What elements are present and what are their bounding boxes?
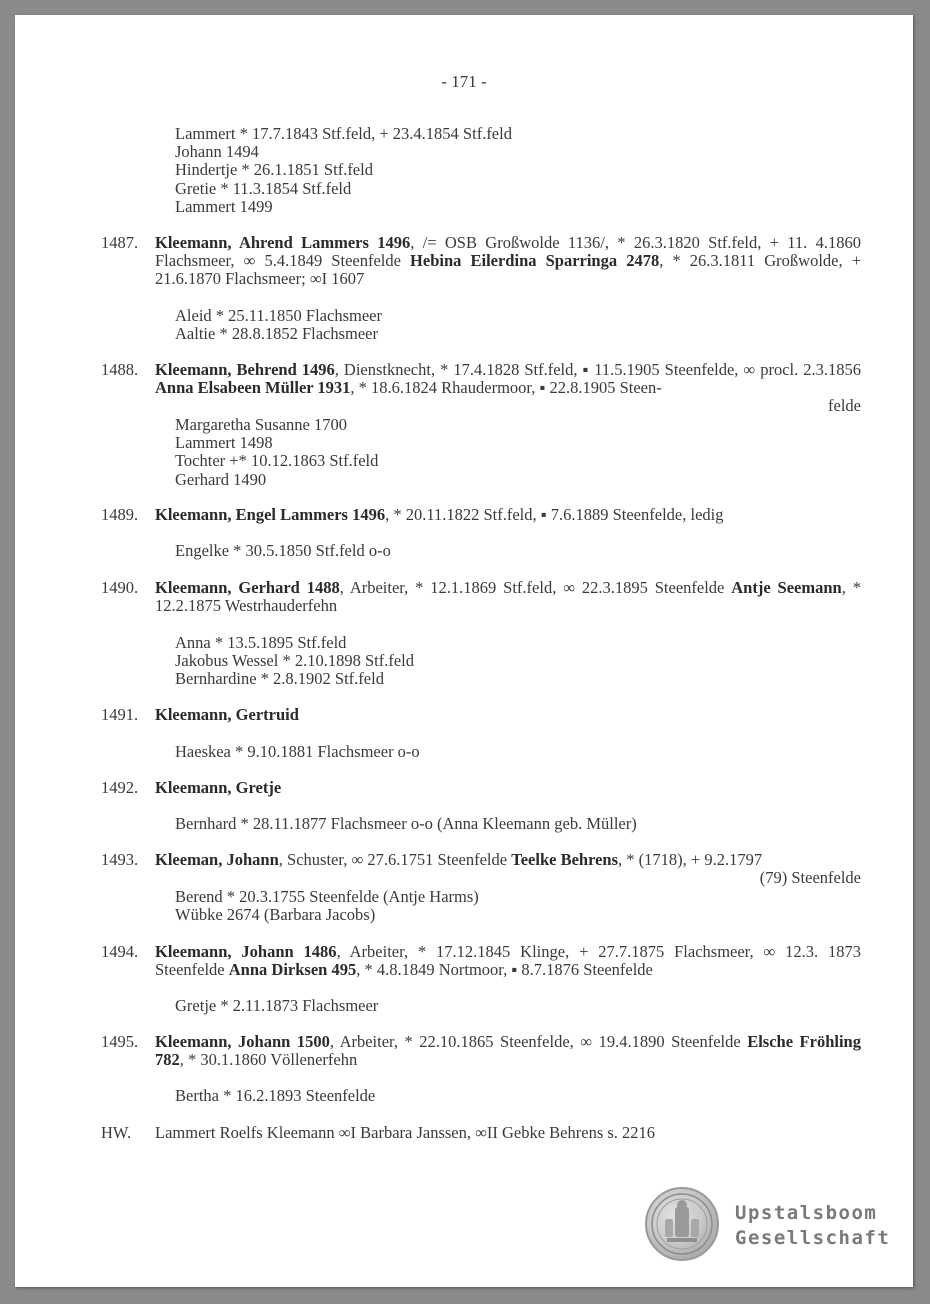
child-entry: Gretie * 11.3.1854 Stf.feld bbox=[175, 178, 352, 198]
entry-number: 1490. bbox=[101, 578, 139, 597]
person-name: Kleemann, Johann 1500 bbox=[155, 1032, 330, 1051]
entry-details: , Arbeiter, * 22.10.1865 Steenfelde, ∞ 19.4.1890 Steenfelde bbox=[329, 1032, 748, 1051]
child-entry: Anna * 13.5.1895 Stf.feld bbox=[175, 633, 347, 652]
child-entry: Tochter +* 10.12.1863 Stf.feld bbox=[175, 451, 379, 471]
children-1491 bbox=[101, 743, 930, 761]
entry-details: , Schuster, ∞ 27.6.1751 Steenfelde bbox=[278, 850, 512, 869]
entry-number: 1488. bbox=[101, 360, 139, 379]
entry-text bbox=[155, 361, 861, 397]
child-entry: Gerhard 1490 bbox=[175, 469, 267, 489]
entry-1490 bbox=[101, 579, 861, 615]
entry-details: , * 20.11.1822 Stf.feld, ▪ 7.6.1889 Steenfelde, ledig bbox=[385, 505, 724, 524]
child-entry: Wübke 2674 (Barbara Jacobs) bbox=[175, 905, 376, 925]
entry-details: , Arbeiter, * 12.1.1869 Stf.feld, ∞ 22.3.1895 Steenfelde bbox=[339, 578, 732, 597]
entry-number: 1492. bbox=[101, 778, 139, 797]
child-entry: Lammert 1498 bbox=[175, 433, 273, 453]
person-name: Kleemann, Ahrend Lammers 1496 bbox=[155, 233, 411, 252]
entry-details: , * 30.1.1860 Völlenerfehn bbox=[179, 1050, 358, 1070]
entry-text bbox=[155, 579, 861, 615]
entry-text: Lammert Roelfs Kleemann ∞I Barbara Janssen, ∞II Gebke Behrens s. 2216 bbox=[155, 1123, 656, 1142]
entry-details: , * 12.2.1875 Westrhauderfehn bbox=[155, 578, 861, 616]
child-entry: Jakobus Wessel * 2.10.1898 Stf.feld bbox=[175, 651, 414, 671]
entry-1491 bbox=[101, 706, 861, 724]
entry-1493 bbox=[101, 851, 861, 887]
society-logo-text bbox=[735, 1201, 890, 1251]
society-seal-icon bbox=[645, 1187, 719, 1261]
continued-children-list bbox=[101, 125, 930, 216]
entry-number: 1495. bbox=[101, 1032, 139, 1051]
person-name: Kleemann, Engel Lammers 1496 bbox=[155, 505, 386, 524]
entry-1494 bbox=[101, 943, 861, 979]
spouse-name: Teelke Behrens bbox=[511, 850, 619, 869]
entry-text bbox=[155, 506, 861, 524]
entry-number: 1494. bbox=[101, 942, 139, 961]
child-entry: Lammert * 17.7.1843 Stf.feld, + 23.4.1854 Stf.feld bbox=[175, 124, 512, 143]
entry-details: , * 18.6.1824 Rhaudermoor, ▪ 22.8.1905 Steen- bbox=[350, 378, 662, 398]
entry-text bbox=[155, 706, 861, 724]
entry-details: , /= OSB Großwolde 1136/, * 26.3.1820 Stf.feld, + 11. 4.1860 Flachsmeer, ∞ 5.4.1849 Steenfelde bbox=[155, 233, 861, 271]
entry-number: 1489. bbox=[101, 505, 139, 524]
children-1492 bbox=[101, 815, 930, 833]
entry-details: , Dienstknecht, * 17.4.1828 Stf.feld, ▪ 11.5.1905 Steenfelde, ∞ procl. 2.3.1856 bbox=[334, 360, 861, 379]
children-1495 bbox=[101, 1087, 930, 1105]
entry-continuation: (79) Steenfelde bbox=[759, 868, 861, 888]
children-1490 bbox=[101, 634, 930, 689]
child-entry: Bernhardine * 2.8.1902 Stf.feld bbox=[175, 669, 384, 689]
entry-1492 bbox=[101, 779, 861, 797]
spouse-name: Anna Elsabeen Müller 1931 bbox=[155, 378, 351, 398]
entry-text bbox=[155, 1033, 861, 1069]
child-entry: Lammert 1499 bbox=[175, 196, 273, 216]
spouse-name: Anna Dirksen 495 bbox=[228, 960, 357, 980]
child-entry: Berend * 20.3.1755 Steenfelde (Antje Harms) bbox=[175, 887, 479, 906]
person-name: Kleemann, Gertruid bbox=[155, 705, 299, 724]
entry-1495 bbox=[101, 1033, 861, 1069]
entry-text bbox=[155, 851, 861, 869]
entry-1487 bbox=[101, 234, 861, 289]
child-entry: Margaretha Susanne 1700 bbox=[175, 415, 347, 434]
child-entry: Bertha * 16.2.1893 Steenfelde bbox=[175, 1086, 376, 1105]
children-1489 bbox=[101, 542, 930, 560]
entry-1488 bbox=[101, 361, 861, 416]
entry-details: , * (1718), + 9.2.1797 bbox=[618, 850, 763, 869]
person-name: Kleemann, Gerhard 1488 bbox=[155, 578, 340, 597]
children-1493 bbox=[101, 888, 930, 924]
entry-number: 1491. bbox=[101, 705, 139, 724]
person-name: Kleemann, Gretje bbox=[155, 778, 282, 797]
page-number: - 171 - bbox=[441, 72, 487, 91]
entry-details: , * 26.3.1811 Großwolde, + 21.6.1870 Flachsmeer; ∞I 1607 bbox=[155, 251, 861, 289]
spouse-name: Hebina Eilerdina Sparringa 2478 bbox=[410, 251, 660, 271]
entry-text bbox=[155, 779, 861, 797]
document-page bbox=[15, 15, 913, 1287]
child-entry: Engelke * 30.5.1850 Stf.feld o-o bbox=[175, 541, 391, 560]
logo-line-2: Gesellschaft bbox=[735, 1227, 891, 1249]
child-entry: Johann 1494 bbox=[175, 142, 259, 162]
person-name: Kleemann, Johann 1486 bbox=[155, 942, 337, 961]
entry-details: , * 4.8.1849 Nortmoor, ▪ 8.7.1876 Steenfelde bbox=[356, 960, 653, 980]
children-1494 bbox=[101, 997, 930, 1015]
entry-1489 bbox=[101, 506, 861, 524]
child-entry: Aleid * 25.11.1850 Flachsmeer bbox=[175, 306, 382, 325]
page-content bbox=[15, 15, 913, 1287]
child-entry: Hindertje * 26.1.1851 Stf.feld bbox=[175, 160, 373, 180]
entry-number: HW. bbox=[101, 1123, 132, 1142]
children-1488 bbox=[101, 416, 930, 489]
entry-number: 1493. bbox=[101, 850, 139, 869]
entry-number: 1487. bbox=[101, 233, 139, 252]
person-name: Kleemann, Behrend 1496 bbox=[155, 360, 335, 379]
spouse-name: Antje Seemann bbox=[731, 578, 842, 597]
child-entry: Aaltie * 28.8.1852 Flachsmeer bbox=[175, 324, 378, 344]
child-entry: Gretje * 2.11.1873 Flachsmeer bbox=[175, 996, 379, 1015]
person-name: Kleeman, Johann bbox=[155, 850, 279, 869]
children-1487 bbox=[101, 307, 930, 343]
entry-hw bbox=[101, 1124, 861, 1142]
entry-details: , Arbeiter, * 17.12.1845 Klinge, + 27.7.1875 Flachsmeer, ∞ 12.3. 1873 Steenfelde bbox=[155, 942, 861, 980]
logo-line-1: Upstalsboom bbox=[735, 1202, 878, 1224]
child-entry: Bernhard * 28.11.1877 Flachsmeer o-o (Anna Kleemann geb. Müller) bbox=[175, 814, 637, 833]
spouse-name: Elsche Fröhling 782 bbox=[155, 1032, 861, 1070]
child-entry: Haeskea * 9.10.1881 Flachsmeer o-o bbox=[175, 742, 420, 761]
entry-text bbox=[155, 943, 861, 979]
entry-text bbox=[155, 234, 861, 289]
entry-continuation: felde bbox=[828, 396, 861, 416]
